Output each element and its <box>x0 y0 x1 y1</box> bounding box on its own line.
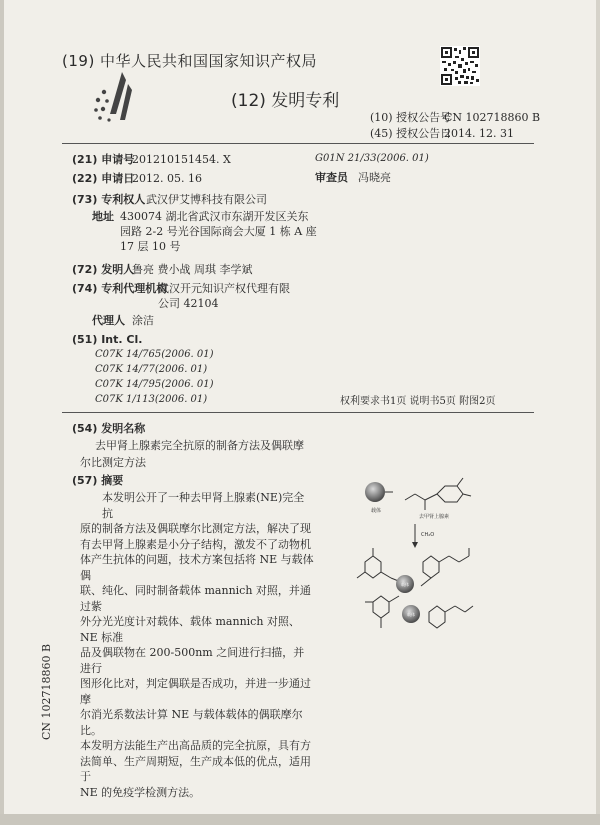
abstract-line: 法简单、生产周期短，生产成本低的优点，适用于 <box>80 754 311 783</box>
intcl-item: C07K 14/795(2006. 01) <box>95 379 214 390</box>
abstract-line: 有去甲肾上腺素是小分子结构，激发不了动物机 <box>80 537 311 551</box>
abstract-line: NE 的免疫学检测方法。 <box>80 785 201 799</box>
scan-edge-left <box>0 0 4 825</box>
header-divider <box>62 143 534 144</box>
inventors-value: 鲁亮 费小战 周琪 李学斌 <box>132 263 253 276</box>
pages-note: 权利要求书1页 说明书5页 附图2页 <box>340 396 496 407</box>
pub-date-label: (45) 授权公告日 <box>370 127 452 140</box>
agency-label: (74) 专利代理机构 <box>72 282 168 295</box>
cnipa-logo-icon <box>92 70 142 132</box>
abstract-line: 本发明方法能生产出高品质的完全抗原，具有方 <box>80 739 311 752</box>
abstract-line: 品及偶联物在 200-500nm 之间进行扫描，并进行 <box>80 646 305 675</box>
carrier-short-label: 载体 <box>401 582 409 587</box>
inventors-label: (72) 发明人 <box>72 263 135 276</box>
abstract-body <box>80 490 315 800</box>
reaction-scheme-figure <box>345 462 515 647</box>
examiner-label: 审查员 <box>315 171 348 184</box>
qr-code-icon <box>440 46 480 86</box>
title-label: (54) 发明名称 <box>72 422 146 435</box>
address-label: 地址 <box>92 210 114 223</box>
app-no-value: 201210151454. X <box>132 153 231 166</box>
office-name: (19) 中华人民共和国国家知识产权局 <box>62 52 318 70</box>
agency-line-2: 公司 42104 <box>158 297 219 310</box>
document-type: (12) 发明专利 <box>231 91 340 111</box>
abstract-line: 本发明公开了一种去甲肾上腺素(NE)完全抗 <box>102 491 305 520</box>
ne-label: 去甲肾上腺素 <box>419 514 450 520</box>
title-line-2: 尔比测定方法 <box>80 456 146 469</box>
intcl-item: C07K 1/113(2006. 01) <box>95 394 208 405</box>
agent-label: 代理人 <box>92 314 125 327</box>
address-line-2: 园路 2-2 号光谷国际商会大厦 1 栋 A 座 <box>120 225 317 238</box>
abstract-line: 原的制备方法及偶联摩尔比测定方法，解决了现 <box>80 522 311 535</box>
intcl-item: C07K 14/77(2006. 01) <box>95 364 208 375</box>
pub-date-value: 2014. 12. 31 <box>444 127 514 140</box>
intcl-item: C07K 14/765(2006. 01) <box>95 349 214 360</box>
reagent-label: CH₂O <box>421 532 435 538</box>
carrier-short-label: 载体 <box>407 612 415 617</box>
carrier-protein-sphere <box>365 482 385 502</box>
app-no-label: (21) 申请号 <box>72 153 135 166</box>
abstract-line: 外分光光度计对载体、载体 mannich 对照、NE 标准 <box>80 615 300 644</box>
title-line-1: 去甲肾上腺素完全抗原的制备方法及偶联摩 <box>95 439 304 452</box>
holder-value: 武汉伊艾博科技有限公司 <box>146 193 267 206</box>
abstract-line: 体产生抗体的问题，技术方案包括将 NE 与载体偶 <box>80 553 314 582</box>
agency-line-1: 武汉开元知识产权代理有限 <box>158 282 290 295</box>
address-line-1: 430074 湖北省武汉市东湖开发区关东 <box>120 210 309 223</box>
section-divider <box>62 412 534 413</box>
scan-edge-bottom <box>0 814 600 825</box>
app-date-value: 2012. 05. 16 <box>132 172 202 185</box>
holder-label: (73) 专利权人 <box>72 193 146 206</box>
side-publication-number: CN 102718860 B <box>40 643 53 740</box>
app-date-label: (22) 申请日 <box>72 172 135 185</box>
pub-no-label: (10) 授权公告号 <box>370 111 452 124</box>
g01n-classification: G01N 21/33(2006. 01) <box>315 153 429 164</box>
pub-no-value: CN 102718860 B <box>444 111 541 124</box>
abstract-line: 联、纯化、同时制备载体 mannich 对照，并通过紫 <box>80 584 311 613</box>
scan-edge-right <box>596 0 600 825</box>
agent-value: 涂洁 <box>132 314 154 327</box>
carrier-label: 载体 <box>371 508 382 514</box>
abstract-line: 图形化比对，判定偶联是否成功，并进一步通过摩 <box>80 677 311 706</box>
abstract-label: (57) 摘要 <box>72 474 124 487</box>
abstract-line: 尔消光系数法计算 NE 与载体载体的偶联摩尔比。 <box>80 708 303 737</box>
intcl-label: (51) Int. Cl. <box>72 333 143 346</box>
address-line-3: 17 层 10 号 <box>120 240 181 253</box>
arrow-head-icon <box>412 542 418 548</box>
examiner-value: 冯晓亮 <box>358 171 391 184</box>
